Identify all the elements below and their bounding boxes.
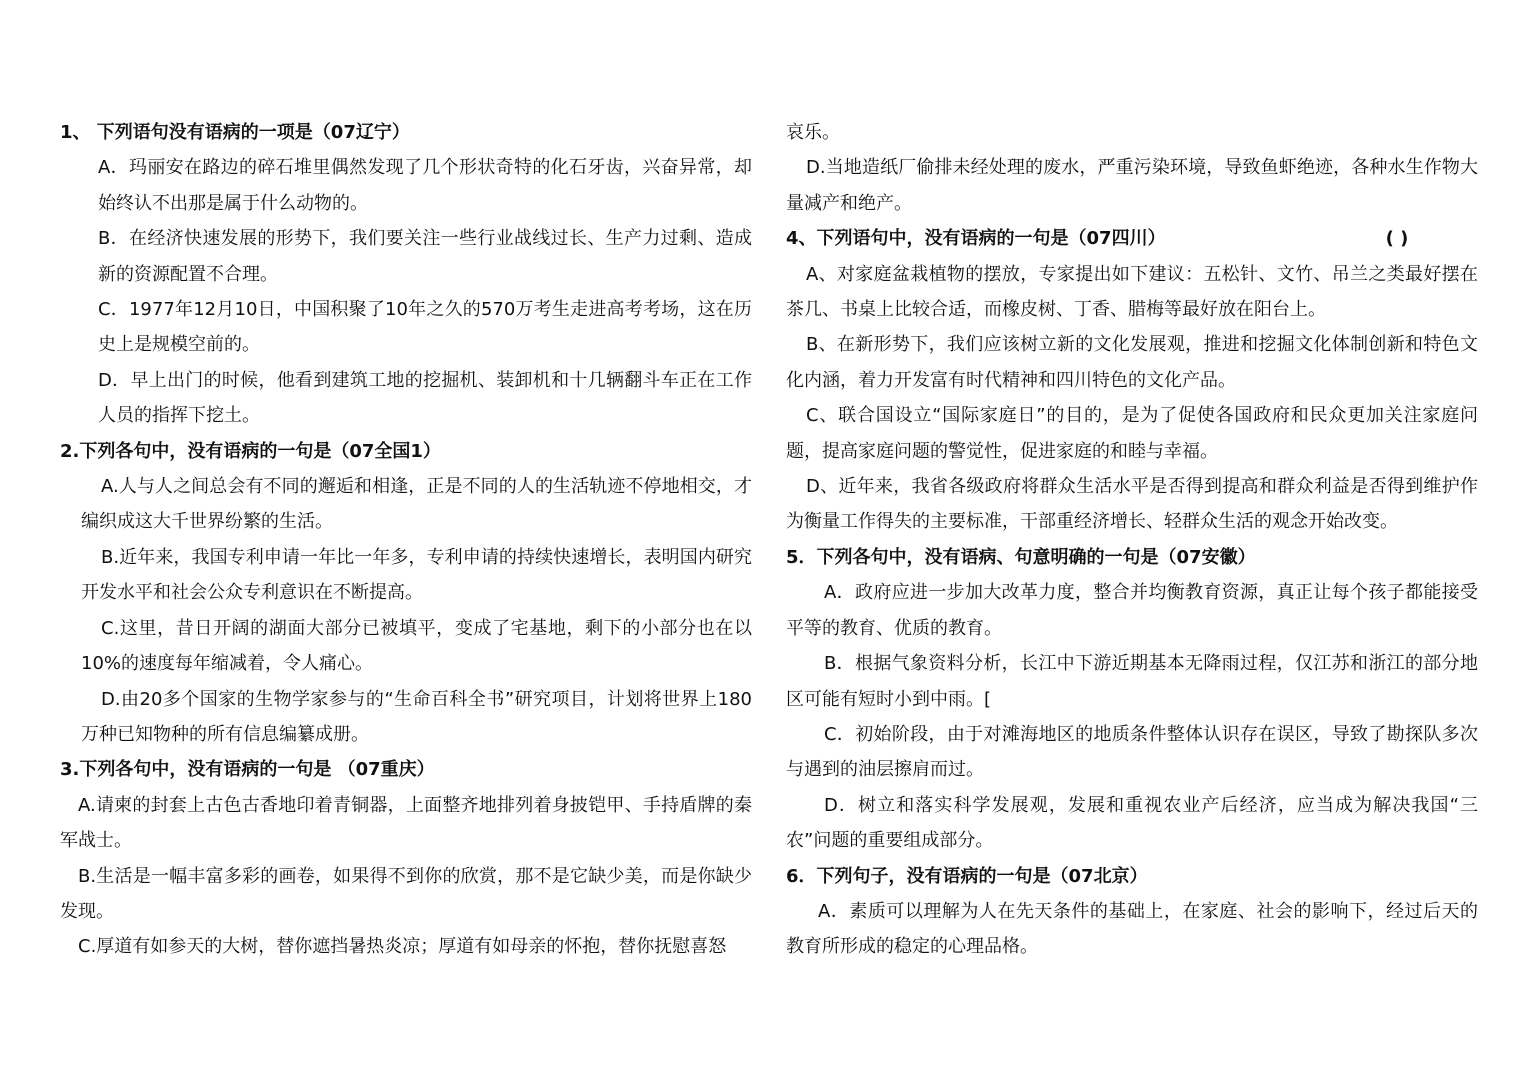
question-5-option-b: B．根据气象资料分析，长江中下游近期基本无降雨过程，仅江苏和浙江的部分地区可能有短时小到中雨。[ xyxy=(786,653,1478,710)
question-1-title: 1、 下列语句没有语病的一项是（07辽宁） xyxy=(60,122,410,143)
question-2-option-a: A.人与人之间总会有不同的邂逅和相逢，正是不同的人的生活轨迹不停地相交，才编织成这大千世界纷繁的生活。 xyxy=(81,476,752,533)
question-3-option-d: D.当地造纸厂偷排未经处理的废水，严重污染环境，导致鱼虾绝迹，各种水生作物大量减产和绝产。 xyxy=(786,157,1478,214)
question-5-option-c: C．初始阶段，由于对滩海地区的地质条件整体认识存在误区，导致了勘探队多次与遇到的油层擦肩而过。 xyxy=(786,723,1478,781)
question-5-option-d: D．树立和落实科学发展观，发展和重视农业产后经济，应当成为解决我国“三农”问题的重要组成部分。 xyxy=(786,794,1478,852)
question-2-option-b: B.近年来，我国专利申请一年比一年多，专利申请的持续快速增长，表明国内研究开发水平和社会公众专利意识在不断提高。 xyxy=(81,546,752,604)
answer-blank: ( ) xyxy=(1385,228,1409,250)
question-4-title xyxy=(786,221,1478,256)
question-1-option-b: B．在经济快速发展的形势下，我们要关注一些行业战线过长、生产力过剩、造成新的资源配置不合理。 xyxy=(98,228,752,285)
question-5-title: 5．下列各句中，没有语病、句意明确的一句是（07安徽） xyxy=(786,546,1256,568)
question-3-option-c-continued: 哀乐。 xyxy=(786,122,840,143)
question-1-option-d: D．早上出门的时候，他看到建筑工地的挖掘机、装卸机和十几辆翻斗车正在工作人员的指挥下挖土。 xyxy=(98,369,752,427)
question-1-option-a: A．玛丽安在路边的碎石堆里偶然发现了几个形状奇特的化石牙齿，兴奋异常，却始终认不出那是属于什么动物的。 xyxy=(98,157,752,214)
question-5-option-a: A．政府应进一步加大改革力度，整合并均衡教育资源，真正让每个孩子都能接受平等的教育、优质的教育。 xyxy=(786,582,1478,639)
question-2-option-d: D.由20多个国家的生物学家参与的“生命百科全书”研究项目，计划将世界上180万种已知物种的所有信息编纂成册。 xyxy=(81,688,752,745)
question-4-option-c: C、联合国设立“国际家庭日”的目的，是为了促使各国政府和民众更加关注家庭问题，提高家庭问题的警觉性，促进家庭的和睦与幸福。 xyxy=(786,405,1478,462)
question-4-option-d: D、近年来，我省各级政府将群众生活水平是否得到提高和群众利益是否得到维护作为衡量工作得失的主要标准，干部重经济增长、轻群众生活的观念开始改变。 xyxy=(786,476,1478,533)
question-4-option-b: B、在新形势下，我们应该树立新的文化发展观，推进和挖掘文化体制创新和特色文化内涵，着力开发富有时代精神和四川特色的文化产品。 xyxy=(786,334,1478,391)
left-column xyxy=(60,115,752,965)
question-2-option-c: C.这里，昔日开阔的湖面大部分已被填平，变成了宅基地，剩下的小部分也在以10%的速度每年缩减着，令人痛心。 xyxy=(81,617,752,675)
right-column xyxy=(786,115,1478,965)
question-4-title-text: 4、下列语句中，没有语病的一句是（07四川） xyxy=(786,228,1166,250)
question-1-option-c: C．1977年12月10日，中国积聚了10年之久的570万考生走进高考考场，这在历史上是规模空前的。 xyxy=(98,299,752,356)
question-6-option-a: A．素质可以理解为人在先天条件的基础上，在家庭、社会的影响下，经过后天的教育所形成的稳定的心理品格。 xyxy=(786,900,1478,958)
question-3-option-c: C.厚道有如参天的大树，替你遮挡暑热炎凉；厚道有如母亲的怀抱，替你抚慰喜怒 xyxy=(78,936,727,958)
question-3-option-a: A.请柬的封套上古色古香地印着青铜器，上面整齐地排列着身披铠甲、手持盾牌的秦军战士。 xyxy=(60,794,752,852)
question-4-option-a: A、对家庭盆栽植物的摆放，专家提出如下建议：五松针、文竹、吊兰之类最好摆在茶几、书桌上比较合适，而橡皮树、丁香、腊梅等最好放在阳台上。 xyxy=(786,263,1478,321)
question-6-title: 6．下列句子，没有语病的一句是（07北京） xyxy=(786,865,1148,887)
question-3-option-b: B.生活是一幅丰富多彩的画卷，如果得不到你的欣赏，那不是它缺少美，而是你缺少发现。 xyxy=(60,865,752,922)
question-2-title: 2.下列各句中，没有语病的一句是（07全国1） xyxy=(60,440,441,462)
question-3-title: 3.下列各句中，没有语病的一句是 （07重庆） xyxy=(60,759,435,781)
